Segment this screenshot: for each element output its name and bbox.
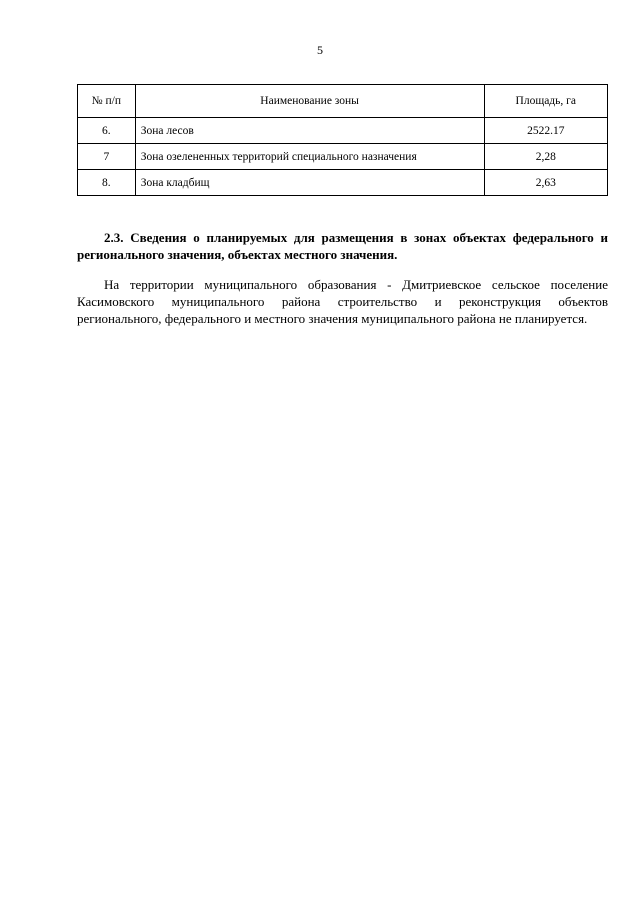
section-heading: 2.3. Сведения о планируемых для размещения в зонах объектах федерального и регионального значения, объектах местного значения. [77, 230, 608, 262]
row-area: 2,63 [484, 170, 607, 196]
row-name: Зона озелененных территорий специального назначения [135, 144, 484, 170]
row-area: 2522.17 [484, 118, 607, 144]
section-body-paragraph: На территории муниципального образования - Дмитриевское сельское поселение Касимовского муниципального района строительство и реконструкция объектов регионального, федерального и местного значения муниципального района не планируется. [77, 277, 608, 326]
header-area: Площадь, га [484, 85, 607, 118]
row-num: 8. [78, 170, 136, 196]
header-num: № п/п [78, 85, 136, 118]
table-row [78, 170, 608, 196]
row-num: 7 [78, 144, 136, 170]
table-row [78, 144, 608, 170]
zones-table [77, 84, 608, 196]
section-2-3 [77, 229, 608, 327]
header-name: Наименование зоны [135, 85, 484, 118]
table-row [78, 118, 608, 144]
table-header-row [78, 85, 608, 118]
row-area: 2,28 [484, 144, 607, 170]
row-name: Зона кладбищ [135, 170, 484, 196]
row-num: 6. [78, 118, 136, 144]
page-number: 5 [317, 43, 323, 57]
row-name: Зона лесов [135, 118, 484, 144]
